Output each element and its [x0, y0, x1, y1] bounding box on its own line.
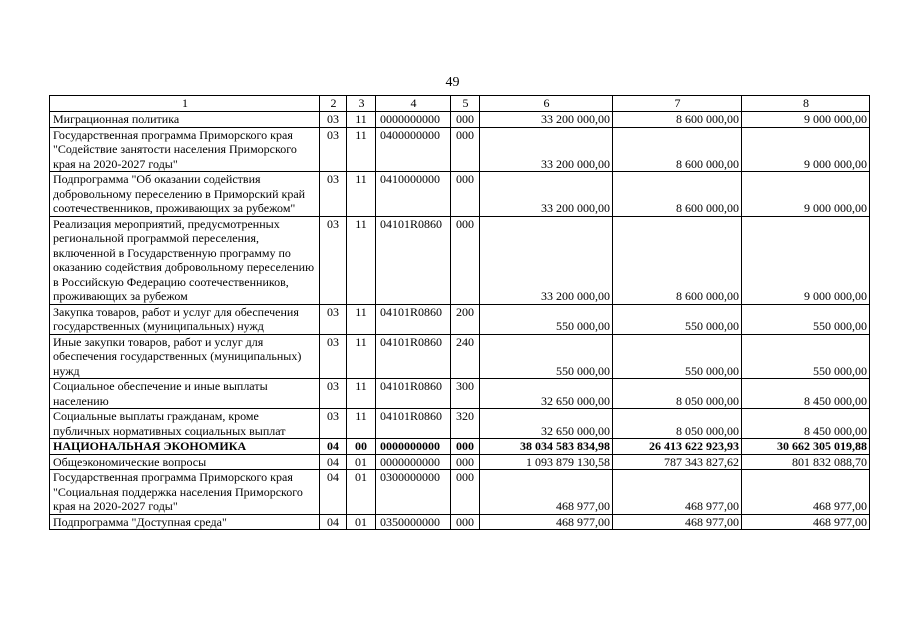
- code-target: 0350000000: [376, 514, 451, 530]
- code-expense-type: 000: [451, 216, 480, 304]
- amount-col7: 550 000,00: [613, 304, 742, 334]
- table-row: [50, 172, 870, 217]
- amount-col6: 33 200 000,00: [480, 216, 613, 304]
- table-row: [50, 216, 870, 304]
- column-header: 3: [347, 96, 376, 112]
- amount-col8: 8 450 000,00: [742, 379, 870, 409]
- row-name: Закупка товаров, работ и услуг для обеспечения государственных (муниципальных) нужд: [50, 304, 320, 334]
- amount-col7: 8 600 000,00: [613, 127, 742, 172]
- code-subsection: 11: [347, 172, 376, 217]
- amount-col8: 801 832 088,70: [742, 454, 870, 470]
- code-subsection: 11: [347, 334, 376, 379]
- code-expense-type: 000: [451, 439, 480, 455]
- code-expense-type: 300: [451, 379, 480, 409]
- amount-col8: 9 000 000,00: [742, 112, 870, 128]
- amount-col6: 33 200 000,00: [480, 127, 613, 172]
- table-row: [50, 334, 870, 379]
- table-row: [50, 409, 870, 439]
- amount-col8: 9 000 000,00: [742, 216, 870, 304]
- amount-col7: 8 600 000,00: [613, 112, 742, 128]
- column-header: 5: [451, 96, 480, 112]
- amount-col7: 787 343 827,62: [613, 454, 742, 470]
- row-name: Общеэкономические вопросы: [50, 454, 320, 470]
- amount-col6: 468 977,00: [480, 470, 613, 515]
- row-name: Реализация мероприятий, предусмотренных региональной программой переселения, включенной в Государственную программу по оказанию содействия добровольному переселению в Российскую Федерацию соотечественников, проживающих за рубежом: [50, 216, 320, 304]
- code-expense-type: 000: [451, 454, 480, 470]
- code-section: 03: [320, 334, 347, 379]
- code-subsection: 11: [347, 379, 376, 409]
- header-row: [50, 96, 870, 112]
- code-subsection: 01: [347, 514, 376, 530]
- amount-col8: 9 000 000,00: [742, 127, 870, 172]
- row-name: Социальное обеспечение и иные выплаты населению: [50, 379, 320, 409]
- code-target: 0400000000: [376, 127, 451, 172]
- row-name: Иные закупки товаров, работ и услуг для обеспечения государственных (муниципальных) нужд: [50, 334, 320, 379]
- table-row: [50, 454, 870, 470]
- code-section: 03: [320, 172, 347, 217]
- code-section: 03: [320, 409, 347, 439]
- row-name: Государственная программа Приморского края "Содействие занятости населения Приморского края на 2020-2027 годы": [50, 127, 320, 172]
- row-name: НАЦИОНАЛЬНАЯ ЭКОНОМИКА: [50, 439, 320, 455]
- code-subsection: 11: [347, 216, 376, 304]
- amount-col6: 550 000,00: [480, 304, 613, 334]
- code-subsection: 01: [347, 454, 376, 470]
- table-row: [50, 304, 870, 334]
- amount-col7: 8 050 000,00: [613, 409, 742, 439]
- code-subsection: 11: [347, 112, 376, 128]
- code-subsection: 11: [347, 304, 376, 334]
- amount-col7: 8 600 000,00: [613, 172, 742, 217]
- code-target: 04101R0860: [376, 334, 451, 379]
- amount-col7: 468 977,00: [613, 470, 742, 515]
- amount-col7: 8 600 000,00: [613, 216, 742, 304]
- amount-col8: 8 450 000,00: [742, 409, 870, 439]
- code-target: 04101R0860: [376, 216, 451, 304]
- row-name: Подпрограмма "Об оказании содействия добровольному переселению в Приморский край соотечественников, проживающих за рубежом": [50, 172, 320, 217]
- code-target: 04101R0860: [376, 409, 451, 439]
- code-section: 03: [320, 216, 347, 304]
- table-row-section-total: [50, 439, 870, 455]
- amount-col7: 26 413 622 923,93: [613, 439, 742, 455]
- column-header: 7: [613, 96, 742, 112]
- code-target: 04101R0860: [376, 304, 451, 334]
- code-target: 04101R0860: [376, 379, 451, 409]
- amount-col6: 32 650 000,00: [480, 379, 613, 409]
- column-header: 1: [50, 96, 320, 112]
- amount-col6: 38 034 583 834,98: [480, 439, 613, 455]
- row-name: Социальные выплаты гражданам, кроме публичных нормативных социальных выплат: [50, 409, 320, 439]
- code-section: 04: [320, 454, 347, 470]
- code-expense-type: 000: [451, 172, 480, 217]
- code-target: 0300000000: [376, 470, 451, 515]
- code-section: 03: [320, 127, 347, 172]
- code-target: 0000000000: [376, 454, 451, 470]
- column-header: 8: [742, 96, 870, 112]
- code-expense-type: 320: [451, 409, 480, 439]
- code-subsection: 01: [347, 470, 376, 515]
- table-row: [50, 470, 870, 515]
- code-section: 04: [320, 470, 347, 515]
- amount-col8: 550 000,00: [742, 304, 870, 334]
- code-expense-type: 000: [451, 514, 480, 530]
- amount-col8: 9 000 000,00: [742, 172, 870, 217]
- code-subsection: 00: [347, 439, 376, 455]
- code-section: 04: [320, 514, 347, 530]
- row-name: Государственная программа Приморского края "Социальная поддержка населения Приморского края на 2020-2027 годы": [50, 470, 320, 515]
- table-row: [50, 514, 870, 530]
- amount-col8: 468 977,00: [742, 514, 870, 530]
- code-expense-type: 000: [451, 127, 480, 172]
- column-header: 2: [320, 96, 347, 112]
- code-expense-type: 000: [451, 112, 480, 128]
- table-row: [50, 127, 870, 172]
- column-header: 6: [480, 96, 613, 112]
- amount-col6: 550 000,00: [480, 334, 613, 379]
- amount-col6: 33 200 000,00: [480, 112, 613, 128]
- amount-col8: 550 000,00: [742, 334, 870, 379]
- code-subsection: 11: [347, 127, 376, 172]
- amount-col7: 550 000,00: [613, 334, 742, 379]
- code-section: 03: [320, 379, 347, 409]
- amount-col6: 468 977,00: [480, 514, 613, 530]
- code-target: 0410000000: [376, 172, 451, 217]
- row-name: Подпрограмма "Доступная среда": [50, 514, 320, 530]
- code-target: 0000000000: [376, 439, 451, 455]
- code-section: 03: [320, 112, 347, 128]
- amount-col6: 32 650 000,00: [480, 409, 613, 439]
- code-expense-type: 200: [451, 304, 480, 334]
- code-section: 03: [320, 304, 347, 334]
- budget-table: [49, 95, 870, 530]
- code-subsection: 11: [347, 409, 376, 439]
- amount-col6: 33 200 000,00: [480, 172, 613, 217]
- page-number: 49: [445, 75, 460, 90]
- amount-col8: 468 977,00: [742, 470, 870, 515]
- code-section: 04: [320, 439, 347, 455]
- column-header: 4: [376, 96, 451, 112]
- amount-col7: 468 977,00: [613, 514, 742, 530]
- code-expense-type: 000: [451, 470, 480, 515]
- code-target: 0000000000: [376, 112, 451, 128]
- table-row: [50, 379, 870, 409]
- amount-col6: 1 093 879 130,58: [480, 454, 613, 470]
- table-row: [50, 112, 870, 128]
- row-name: Миграционная политика: [50, 112, 320, 128]
- code-expense-type: 240: [451, 334, 480, 379]
- amount-col8: 30 662 305 019,88: [742, 439, 870, 455]
- amount-col7: 8 050 000,00: [613, 379, 742, 409]
